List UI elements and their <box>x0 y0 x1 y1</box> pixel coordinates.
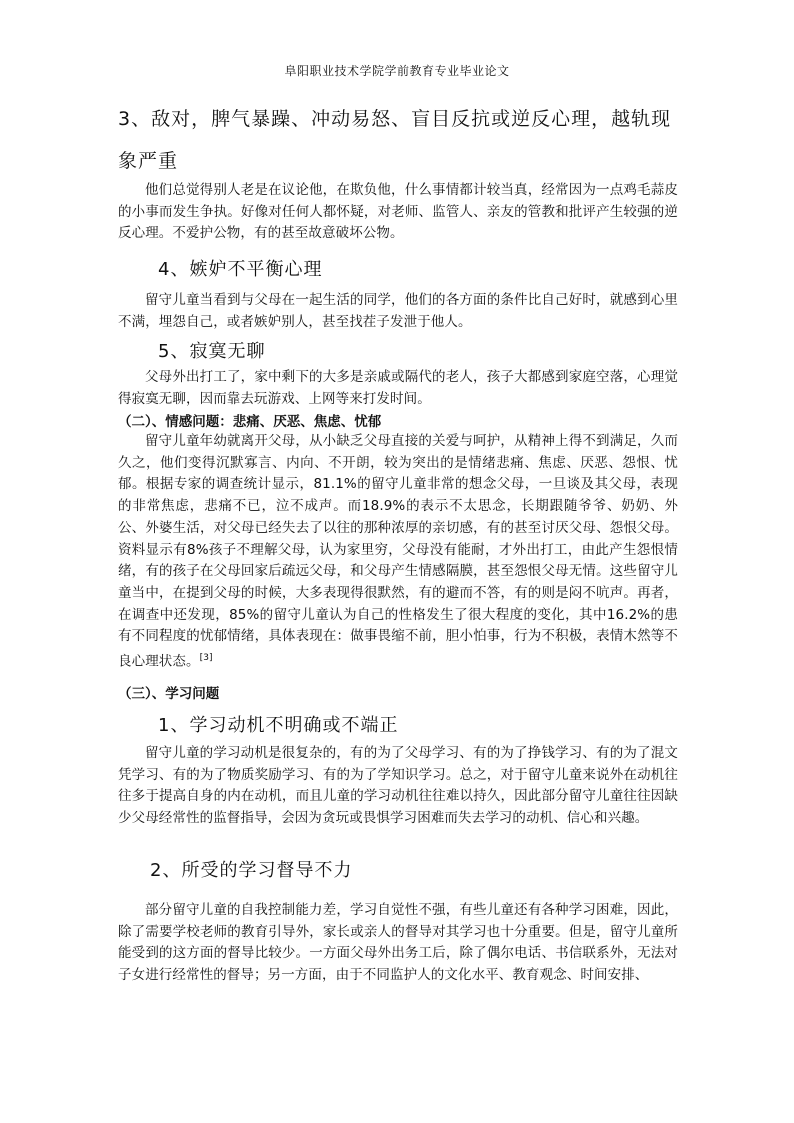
heading-motivation: 1、学习动机不明确或不端正 <box>158 715 399 736</box>
paragraph-hostility-text: 他们总觉得别人老是在议论他，在欺负他，什么事情都计较当真，经常因为一点鸡毛蒜皮的小事而发生争执。好像对任何人都怀疑，对老师、监管人、亲友的管教和批评产生较强的逆反心理。不爱护公物，有的甚至故意破坏公物。 <box>118 182 678 242</box>
heading-study: （三）、学习问题 <box>118 686 220 702</box>
paragraph-lonely <box>118 367 678 410</box>
paragraph-emotion <box>118 431 678 673</box>
paragraph-motivation-text: 留守儿童的学习动机是很复杂的，有的为了父母学习、有的为了挣钱学习、有的为了混文凭学习、有的为了物质奖励学习、有的为了学知识学习。总之，对于留守儿童来说外在动机往往多于提高自身的内在动机，而且儿童的学习动机往往难以持久，因此部分留守儿童往往因缺少父母经常性的监督指导，会因为贪玩或畏惧学习困难而失去学习的动机、信心和兴趣。 <box>118 745 678 827</box>
paragraph-supervision-text: 部分留守儿童的自我控制能力差，学习自觉性不强，有些儿童还有各种学习困难，因此，除了需要学校老师的教育引导外，家长或亲人的督导对其学习也十分重要。但是，留守儿童所能受到的这方面的督导比较少。一方面父母外出务工后，除了偶尔电话、书信联系外，无法对子女进行经常性的督导；另一方面，由于不同监护人的文化水平、教育观念、时间安排、 <box>118 902 678 984</box>
paragraph-hostility <box>118 180 678 245</box>
paragraph-supervision <box>118 900 678 987</box>
paragraph-emotion-text: 留守儿童年幼就离开父母，从小缺乏父母直接的关爱与呵护，从精神上得不到满足，久而久之，他们变得沉默寡言、内向、不开朗，较为突出的是情绪悲痛、焦虑、厌恶、怨恨、忧郁。根据专家的调查统计显示，81.1%的留守儿童非常的想念父母，一旦谈及其父母，表现的非常焦虑，悲痛不已，泣不成声。而18.9%的表示不太思念，长期跟随爷爷、奶奶、外公、外婆生活，对父母已经失去了以往的那种浓厚的亲切感，有的甚至讨厌父母、怨恨父母。资料显示有8%孩子不理解父母，认为家里穷，父母没有能耐，才外出打工，由此产生怨恨情绪，有的孩子在父母回家后疏远父母，和父母产生情感隔膜，甚至怨恨父母无情。这些留守儿童当中，在提到父母的时候，大多表现得很默然，有的避而不答，有的则是闷不吭声。再者，在调查中还发现，85%的留守儿童认为自己的性格发生了很大程度的变化，其中16.2%的患有不同程度的忧郁情绪，具体表现在：做事畏缩不前，胆小怕事，行为不积极，表情木然等不良心理状态。 <box>118 433 678 670</box>
heading-lonely: 5、寂寞无聊 <box>158 341 266 362</box>
paragraph-jealousy-text: 留守儿童当看到与父母在一起生活的同学，他们的各方面的条件比自己好时，就感到心里不满，埋怨自己，或者嫉妒别人，甚至找茬子发泄于他人。 <box>118 292 678 330</box>
heading-emotion: （二）、情感问题：悲痛、厌恶、焦虑、忧郁 <box>118 414 382 430</box>
heading-supervision: 2、所受的学习督导不力 <box>150 860 353 881</box>
paragraph-motivation <box>118 743 678 830</box>
heading-jealousy: 4、嫉妒不平衡心理 <box>158 259 323 280</box>
page-header: 阜阳职业技术学院学前教育专业毕业论文 <box>284 64 510 78</box>
heading-hostility: 3、敌对，脾气暴躁、冲动易怒、盲目反抗或逆反心理，越轨现象严重 <box>118 108 672 172</box>
citation-ref: [3] <box>199 653 213 664</box>
paragraph-jealousy <box>118 290 678 333</box>
paragraph-lonely-text: 父母外出打工了，家中剩下的大多是亲戚或隔代的老人，孩子大都感到家庭空落，心理觉得寂寞无聊，因而靠去玩游戏、上网等来打发时间。 <box>118 369 678 407</box>
